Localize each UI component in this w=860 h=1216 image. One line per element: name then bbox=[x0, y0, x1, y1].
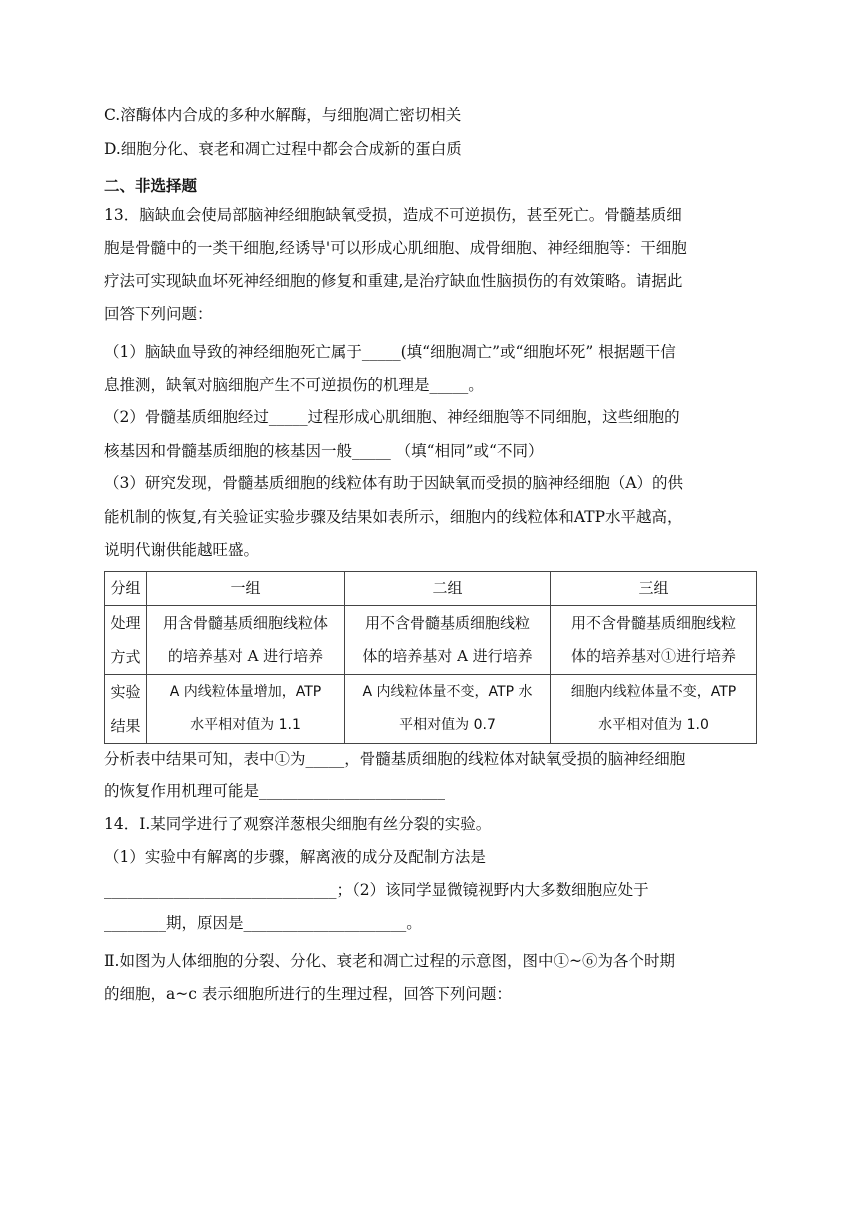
row-label-result: 实验 结果 bbox=[105, 675, 147, 744]
table-cell: 细胞内线粒体量不变，ATP 水平相对值为 1.0 bbox=[551, 675, 757, 744]
table-header-cell: 分组 bbox=[105, 572, 147, 606]
table-header-row bbox=[105, 572, 757, 606]
q14-line-2: （1）实验中有解离的步骤，解离液的成分及配制方法是 bbox=[104, 848, 486, 866]
option-d: D.细胞分化、衰老和凋亡过程中都会合成新的蛋白质 bbox=[104, 140, 462, 158]
section-heading: 二、非选择题 bbox=[104, 177, 198, 195]
table-cell: 用含骨髓基质细胞线粒体 的培养基对 A 进行培养 bbox=[147, 606, 345, 675]
table-cell: 用不含骨髓基质细胞线粒 体的培养基对 A 进行培养 bbox=[345, 606, 551, 675]
option-c: C.溶酶体内合成的多种水解酶，与细胞凋亡密切相关 bbox=[104, 106, 462, 124]
q14-line-1: 14．Ⅰ.某同学进行了观察洋葱根尖细胞有丝分裂的实验。 bbox=[104, 815, 492, 833]
q13-stem-line-3: 疗法可实现缺血坏死神经细胞的修复和重建,是治疗缺血性脑损伤的有效策略。请据此 bbox=[104, 272, 683, 290]
table-cell: 用不含骨髓基质细胞线粒 体的培养基对①进行培养 bbox=[551, 606, 757, 675]
table-header-cell: 一组 bbox=[147, 572, 345, 606]
q13-part2-line-2: 核基因和骨髓基质细胞的核基因一般_____ （填“相同”或“不同） bbox=[104, 442, 544, 460]
q13-part1-line-2: 息推测，缺氧对脑细胞产生不可逆损伤的机理是_____。 bbox=[104, 376, 484, 394]
table-cell: A 内线粒体量不变，ATP 水 平相对值为 0.7 bbox=[345, 675, 551, 744]
analysis-line-2: 的恢复作用机理可能是________________________ bbox=[104, 782, 446, 800]
experiment-table bbox=[104, 571, 757, 744]
q13-stem-line-4: 回答下列问题： bbox=[104, 305, 213, 323]
q13-stem-line-1: 13．脑缺血会使局部脑神经细胞缺氧受损，造成不可逆损伤，甚至死亡。骨髓基质细 bbox=[104, 206, 682, 224]
q13-part3-line-1: （3）研究发现，骨髓基质细胞的线粒体有助于因缺氧而受损的脑神经细胞（A）的供 bbox=[104, 474, 684, 492]
table-cell: A 内线粒体量增加，ATP 水平相对值为 1.1 bbox=[147, 675, 345, 744]
table-row bbox=[105, 606, 757, 675]
q14-line-5: Ⅱ.如图为人体细胞的分裂、分化、衰老和凋亡过程的示意图，图中①~⑥为各个时期 bbox=[104, 952, 675, 970]
table-row bbox=[105, 675, 757, 744]
row-label-treatment: 处理 方式 bbox=[105, 606, 147, 675]
q13-part2-line-1: （2）骨髓基质细胞经过_____过程形成心肌细胞、神经细胞等不同细胞，这些细胞的 bbox=[104, 408, 680, 426]
q14-line-3: ______________________________；（2）该同学显微镜视野内大多数细胞应处于 bbox=[104, 881, 649, 899]
q13-part3-line-2: 能机制的恢复,有关验证实验步骤及结果如表所示，细胞内的线粒体和ATP水平越高， bbox=[104, 508, 683, 526]
q14-line-4: ________期，原因是_____________________。 bbox=[104, 914, 422, 932]
q13-part1-line-1: （1）脑缺血导致的神经细胞死亡属于_____(填“细胞凋亡”或“细胞坏死” 根据题干信 bbox=[104, 343, 676, 361]
q13-part3-line-3: 说明代谢供能越旺盛。 bbox=[104, 541, 260, 559]
table-header-cell: 三组 bbox=[551, 572, 757, 606]
analysis-line-1: 分析表中结果可知，表中①为_____，骨髓基质细胞的线粒体对缺氧受损的脑神经细胞 bbox=[104, 750, 686, 768]
q14-line-6: 的细胞，a~c 表示细胞所进行的生理过程，回答下列问题： bbox=[104, 985, 512, 1003]
table-header-cell: 二组 bbox=[345, 572, 551, 606]
q13-stem-line-2: 胞是骨髓中的一类干细胞,经诱导'可以形成心肌细胞、成骨细胞、神经细胞等：干细胞 bbox=[104, 239, 687, 257]
